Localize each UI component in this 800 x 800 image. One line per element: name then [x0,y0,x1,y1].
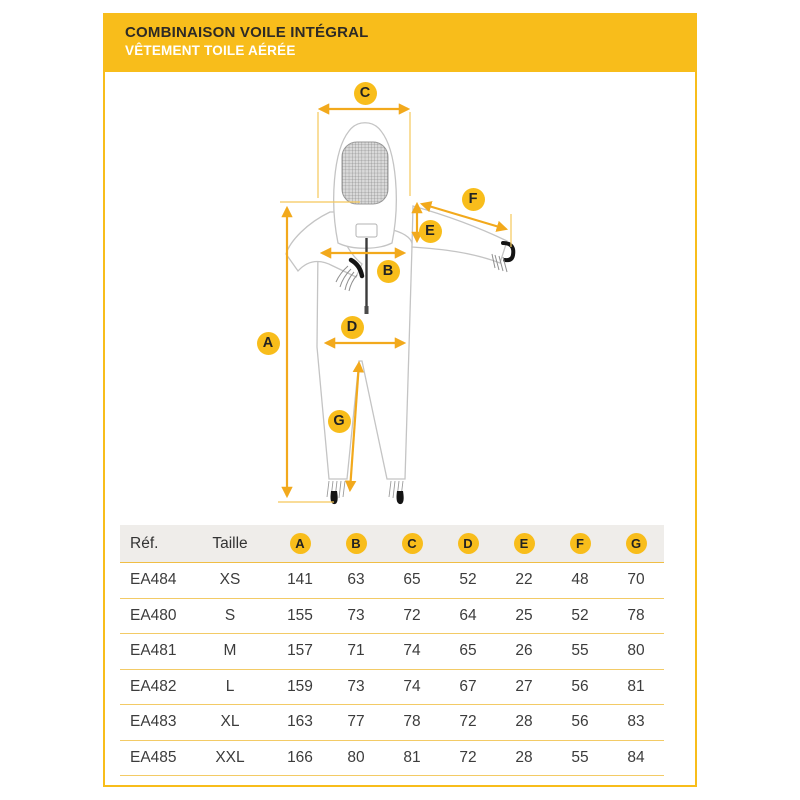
measure-cell: 65 [459,642,477,660]
measure-column-header [440,533,496,554]
table-row [120,634,664,670]
measure-cell: 28 [515,713,533,731]
measure-cell: 159 [287,677,313,695]
measure-cell: 81 [403,748,421,766]
table-header-row [120,525,664,563]
measure-cell: 52 [571,606,589,624]
measure-label-d: D [341,316,364,339]
measure-letter-badge: G [626,533,647,554]
suit-outline [286,123,507,479]
measure-cell: 80 [347,748,365,766]
table-row [120,705,664,741]
page-title: COMBINAISON VOILE INTÉGRAL [125,24,369,41]
size-cell: XL [220,713,240,731]
table-row [120,563,664,599]
measure-column-header [496,533,552,554]
ref-cell: EA482 [130,677,177,695]
measure-cell: 22 [515,571,533,589]
size-table [120,525,664,776]
measure-cell: 67 [459,677,477,695]
measure-cell: 55 [571,748,589,766]
size-cell: M [223,642,237,660]
measure-letter-badge: D [458,533,479,554]
ref-cell: EA485 [130,748,177,766]
measure-cell: 26 [515,642,533,660]
header-band [103,13,697,70]
measure-cell: 48 [571,571,589,589]
measure-column-header [384,533,440,554]
measure-cell: 63 [347,571,365,589]
measure-cell: 56 [571,713,589,731]
suit-diagram [105,72,695,532]
ref-cell: EA481 [130,642,177,660]
measure-cell: 77 [347,713,365,731]
measure-label-g: G [328,410,351,433]
measure-label-f: F [462,188,485,211]
measure-column-header [552,533,608,554]
ref-cell: EA483 [130,713,177,731]
measure-cell: 74 [403,642,421,660]
measure-label-c: C [354,82,377,105]
table-row [120,741,664,777]
ref-column-header: Réf. [130,534,159,552]
measure-cell: 84 [627,748,645,766]
measure-cell: 78 [627,606,645,624]
measure-cell: 72 [459,713,477,731]
measure-cell: 52 [459,571,477,589]
measure-cell: 25 [515,606,533,624]
measure-cell: 81 [627,677,645,695]
measure-column-header [328,533,384,554]
size-cell: XXL [215,748,245,766]
measure-letter-badge: A [290,533,311,554]
measure-letter-badge: F [570,533,591,554]
measure-cell: 163 [287,713,313,731]
measure-cell: 73 [347,677,365,695]
measure-cell: 166 [287,748,313,766]
table-row [120,670,664,706]
size-cell: L [225,677,235,695]
size-cell: S [224,606,236,624]
measure-cell: 72 [459,748,477,766]
mesh-veil [342,142,388,204]
measure-cell: 73 [347,606,365,624]
measure-letter-badge: B [346,533,367,554]
measure-cell: 70 [627,571,645,589]
measure-cell: 141 [287,571,313,589]
measure-cell: 64 [459,606,477,624]
right-foot [397,491,404,504]
measure-cell: 56 [571,677,589,695]
measure-cell: 55 [571,642,589,660]
cuffs-and-feet [327,481,404,504]
size-cell: XS [219,571,241,589]
measure-cell: 71 [347,642,365,660]
size-column-header: Taille [212,534,248,552]
page-subtitle: VÊTEMENT TOILE AÉRÉE [125,43,296,58]
table-row [120,599,664,635]
size-guide-sheet [103,13,697,787]
measure-cell: 65 [403,571,421,589]
measure-cell: 27 [515,677,533,695]
measure-column-header [272,533,328,554]
measure-cell: 157 [287,642,313,660]
measure-label-a: A [257,332,280,355]
measure-label-b: B [377,260,400,283]
ref-cell: EA480 [130,606,177,624]
measure-cell: 80 [627,642,645,660]
ref-cell: EA484 [130,571,177,589]
measure-cell: 83 [627,713,645,731]
measure-letter-badge: C [402,533,423,554]
measure-cell: 28 [515,748,533,766]
measure-label-e: E [419,220,442,243]
measure-cell: 78 [403,713,421,731]
content-box [103,70,697,787]
measure-column-header [608,533,664,554]
measure-cell: 155 [287,606,313,624]
measure-cell: 72 [403,606,421,624]
measure-cell: 74 [403,677,421,695]
measure-letter-badge: E [514,533,535,554]
